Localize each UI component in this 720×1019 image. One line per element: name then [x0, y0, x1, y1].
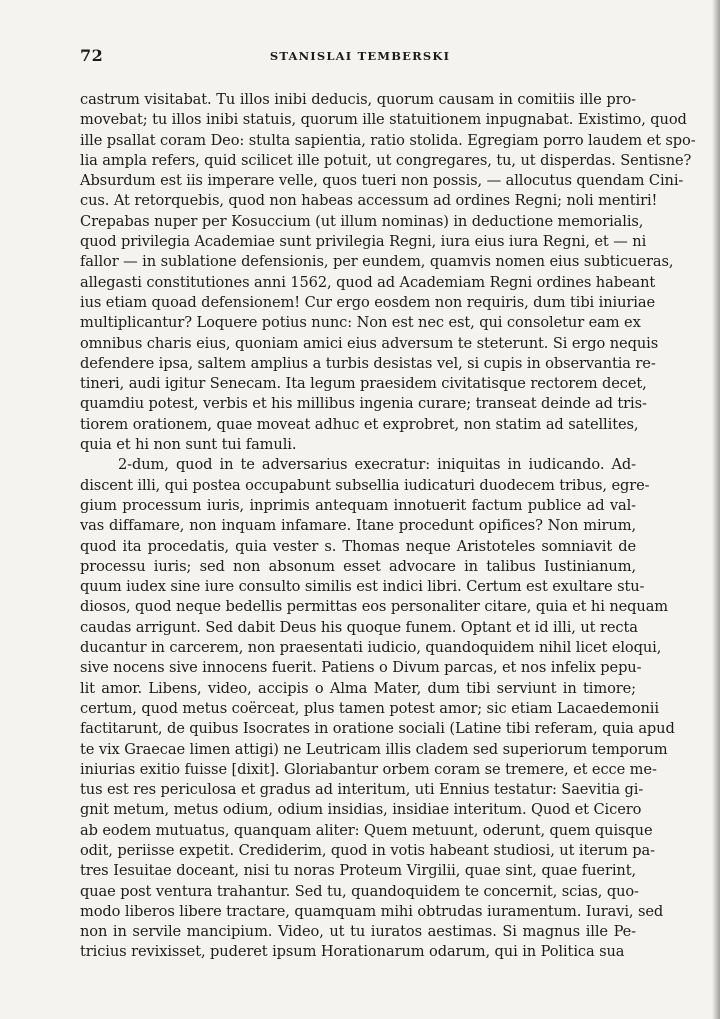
body-text — [80, 90, 696, 963]
text-line: allegasti constitutiones anni 1562, quod ad Academiam Regni ordines habeant — [80, 273, 656, 291]
text-line: ille psallat coram Deo: stulta sapientia, ratio stolida. Egregiam porro laudem et spo- — [80, 131, 696, 149]
text-line: tricius revixisset, puderet ipsum Horationarum odarum, qui in Politica sua — [80, 943, 625, 961]
text-line: iniurias exitio fuisse [dixit]. Gloriabantur orbem coram se tremere, et ecce me- — [80, 760, 657, 778]
text-line: processu iuris; sed non absonum esset advocare in talibus Iustinianum, — [80, 557, 636, 575]
text-line: Absurdum est iis imperare velle, quos tueri non possis, — allocutus quendam Cini- — [80, 172, 684, 190]
text-line: Crepabas nuper per Kosuccium (ut illum nominas) in deductione memorialis, — [80, 212, 644, 230]
running-head: STANISLAI TEMBERSKI — [269, 49, 451, 63]
text-line: certum, quod metus coërceat, plus tamen potest amor; sic etiam Lacaedemonii — [80, 699, 659, 717]
page-header — [80, 46, 640, 70]
text-line: quod privilegia Academiae sunt privilegia Regni, iura eius iura Regni, et — ni — [80, 233, 647, 251]
text-line: lit amor. Libens, video, accipis o Alma Mater, dum tibi serviunt in timore; — [80, 679, 636, 697]
text-line: ducantur in carcerem, non praesentati iudicio, quandoquidem nihil licet eloqui, — [80, 639, 662, 657]
text-line: quamdiu potest, verbis et his millibus ingenia curare; transeat deinde ad tris- — [80, 395, 647, 413]
text-line: modo liberos libere tractare, quamquam mihi obtrudas iuramentum. Iuravi, sed — [80, 902, 664, 920]
text-line: quia et hi non sunt tui famuli. — [80, 436, 297, 454]
text-line: diosos, quod neque bedellis permittas eos personaliter citare, quia et hi nequam — [80, 598, 669, 616]
text-line: vas diffamare, non inquam infamare. Itane procedunt opifices? Non mirum, — [80, 517, 636, 535]
text-line: quum iudex sine iure consulto similis est indici libri. Certum est exultare stu- — [80, 578, 645, 596]
text-line: 2-dum, quod in te adversarius execratur: iniquitas in iudicando. Ad- — [118, 456, 636, 474]
text-line: tineri, audi igitur Senecam. Ita legum praesidem civitatisque rectorem decet, — [80, 375, 647, 393]
text-line: cus. At retorquebis, quod non habeas accessum ad ordines Regni; noli mentiri! — [80, 192, 658, 210]
text-line: quod ita procedatis, quia vester s. Thomas neque Aristoteles somniavit de — [80, 537, 636, 555]
text-line: ius etiam quoad defensionem! Cur ergo eosdem non requiris, dum tibi iniuriae — [80, 293, 655, 311]
text-line: gium processum iuris, inprimis antequam innotuerit factum publice ad val- — [80, 496, 636, 514]
text-line: quae post ventura trahantur. Sed tu, quandoquidem te concernit, scias, quo- — [80, 882, 639, 900]
text-line: omnibus charis eius, quoniam amici eius adversum te steterunt. Si ergo nequis — [80, 334, 659, 352]
text-line: discent illi, qui postea occupabunt subsellia iudicaturi duodecem tribus, egre- — [80, 476, 650, 494]
text-line: castrum visitabat. Tu illos inibi deducis, quorum causam in comitiis ille pro- — [80, 91, 636, 108]
text-line: non in servile mancipium. Video, ut tu iuratos aestimas. Si magnus ille Pe- — [80, 923, 636, 941]
text-line: odit, periisse expetit. Crediderim, quod in votis habeant studiosi, ut iterum pa- — [80, 841, 655, 859]
page-number: 72 — [80, 46, 104, 65]
text-line: tiorem orationem, quae moveat adhuc et exprobret, non statim ad satellites, — [80, 415, 639, 433]
text-line: sive nocens sive innocens fuerit. Patiens o Divum parcas, et nos infelix pepu- — [80, 659, 642, 677]
text-line: ab eodem mutuatus, quanquam aliter: Quem metuunt, oderunt, quem quisque — [80, 821, 653, 839]
text-line: movebat; tu illos inibi statuis, quorum ille statuitionem inpugnabat. Existimo, quod — [80, 111, 687, 129]
text-line: tus est res periculosa et gradus ad interitum, uti Ennius testatur: Saevitia gi- — [80, 781, 644, 799]
text-line: fallor — in sublatione defensionis, per eundem, quamvis nomen eius subticueras, — [80, 253, 674, 271]
text-line: gnit metum, metus odium, odium insidias, insidiae interitum. Quod et Cicero — [80, 801, 642, 819]
text-line: tres Iesuitae doceant, nisi tu noras Proteum Virgilii, quae sint, quae fuerint, — [80, 862, 636, 880]
page-edge-shadow — [712, 0, 720, 1019]
text-line: te vix Graecae limen attigi) ne Leutricam illis cladem sed superiorum temporum — [80, 740, 668, 758]
text-line: defendere ipsa, saltem amplius a turbis desistas vel, si cupis in observantia re- — [80, 354, 656, 372]
paragraph — [80, 90, 696, 455]
text-line: caudas arrigunt. Sed dabit Deus his quoque funem. Optant et id illi, ut recta — [80, 618, 638, 636]
text-line: multiplicantur? Loquere potius nunc: Non est nec est, qui consoletur eam ex — [80, 314, 641, 332]
paragraph — [80, 455, 675, 962]
text-line: lia ampla refers, quid scilicet ille potuit, ut congregares, tu, ut disperdas. Sentisne? — [80, 151, 692, 169]
text-line: factitarunt, de quibus Isocrates in oratione sociali (Latine tibi referam, quia apud — [80, 720, 675, 738]
